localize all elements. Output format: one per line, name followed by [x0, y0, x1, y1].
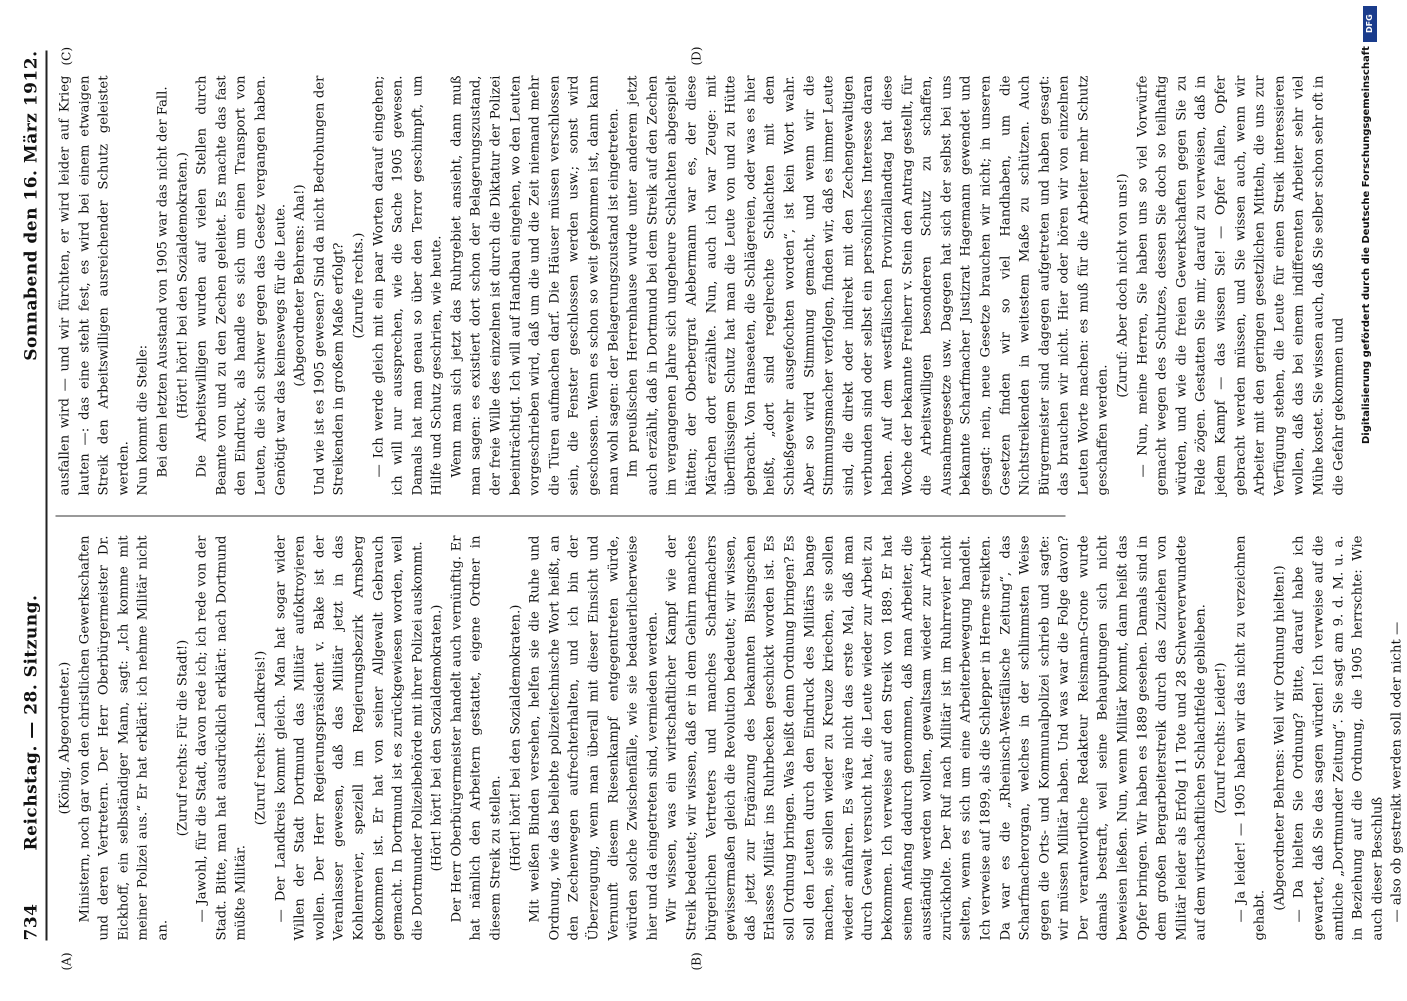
interjection: (Zurufe rechts.): [351, 232, 367, 339]
credit-text: Digitalisierung gefördert durch die Deutsche Forschungsgemeinschaft: [1361, 46, 1372, 444]
paragraph: — also ob gestreikt werden soll oder nicht —: [1389, 621, 1405, 923]
speaker-note: (König, Abgeordneter.): [57, 661, 73, 815]
interjection: (Zuruf rechts: Für die Stadt!): [175, 639, 191, 837]
dfg-logo: DFG: [1363, 6, 1377, 42]
paragraph: Wenn man sich jetzt das Ruhrgebiet ansieht, dann muß man sagen: es existiert dort schon der Belagerungszustand, der freie Wille des einzelnen ist durch die Diktatur der Polizei beeinträchtigt. Ich will auf Handbau eingehen, wo den Leuten vorgeschrieben wird, daß um die und die Zeit niemand mehr die Türen aufmachen darf. Die Häuser müssen verschlossen sein, die Fenster geschlossen werden usw.; sonst wird geschossen. Wenn es schon so weit gekommen ist, dann kann man wohl sagen: der Belagerungszustand ist eingetreten.: [449, 75, 622, 496]
paragraph: Wir wissen, was ein wirtschaftlicher Kampf wie der Streik bedeutet; wir wissen, daß er in dem Gehirn manches bürgerlichen Vertreters und manches Scharfmachers gewissermaßen gleich die Revolution bedeutet; wir wissen, daß jetzt zur Ergänzung des bekannten Bissingschen Erlasses Militär ins Ruhrbecken geschickt worden ist. Es soll Ordnung bringen. Was heißt denn Ordnung bringen? Es soll den Leuten durch den Eindruck des Militärs bange machen, sie sollen wieder zu Kreuze kriechen, sie sollen wieder anfahren. Es wäre nicht das erste Mal, daß man durch Gewalt versucht hat, die Leute wieder zur Arbeit zu bekommen. Ich verweise auf den Streik von 1889. Er hat seinen Anfang dadurch genommen, daß man Arbeiter, die ausständig werden wollten, gewaltsam wieder zur Arbeit zurückholte. Der Ruf nach Militär ist im Ruhrrevier nicht selten, wenn es sich um eine Arbeiterbewegung handelt. Ich verweise auf 1899, als die Schlepper in Herne streikten. Da war es die „Rheinisch-Westfälische Zeitung“, das Scharfmacherorgan, welches in der schlimmsten Weise gegen die Orts- und Kommunalpolizei schrieb und sagte: wir müssen Militär haben. Und was war die Folge davon? Der verantwortliche Redakteur Reismann-Grone wurde damals bestraft, weil seine Behauptungen sich nicht beweisen ließen. Nun, wenn Militär kommt, dann heißt das Opfer bringen. Wir haben es 1889 gesehen. Damals sind in dem großen Bergarbeiterstreik durch das Zuziehen von Militär leider als Erfolg 11 Tote und 28 Schwerverwundete auf dem wirtschaftlichen Schlachtfelde geblieben.: [664, 535, 1209, 941]
paragraph: Ministern, noch gar von den christlichen Gewerkschaften und deren Vertretern. Der Herr Oberbürgermeister Dr. Eickhoff, ein selbständiger Mann, sagt: „Ich komme mit meiner Polizei aus.“ Er hat erklärt: ich nehme Militär nicht an.: [77, 535, 171, 941]
interjection: (Hört! hört! bei den Sozialdemokraten.): [175, 152, 191, 419]
paragraph: Mit weißen Binden versehen, helfen sie die Ruhe und Ordnung, wie das beliebte polizeitechnische Wort heißt, an den Zechenwegen aufrechterhalten, und ich bin der Überzeugung, wenn man überall mit dieser Einsicht und Vernunft diesem Riesenkampf entgegentreten würde, würden solche Zwischenfälle, wie sie bedauerlicherweise hier und da eingetreten sind, vermieden werden.: [527, 535, 661, 941]
left-column: [56, 535, 1405, 941]
quote: Bei dem letzten Ausstand von 1905 war das nicht der Fall.: [155, 86, 171, 478]
paragraph: ausfallen wird — und wir fürchten, er wird leider auf Krieg lauten —: das eine steht fest, es wird bei einem etwaigen Streik den Arbeitswilligen ausreichender Schutz geleistet werden.: [57, 75, 132, 496]
margin-letter-c: (C): [59, 46, 74, 66]
header-date: Sonnabend den 16. März 1912.: [21, 50, 42, 361]
paragraph: — Ich werde gleich mit ein paar Worten darauf eingehen; ich will nur aussprechen, wie die Sache 1905 gewesen. Damals hat man genau so über den Terror geschimpft, um Hilfe und Schutz geschrien, wie heute.: [371, 75, 445, 496]
paragraph: Und wie ist es 1905 gewesen? Sind da nicht Bedrohungen der Streikenden in großem Maße erfolgt?: [312, 75, 347, 496]
interjection: (Hört! hört! bei den Sozialdemokraten.): [429, 604, 445, 872]
interjection: (Abgeordneter Behrens: Weil wir Ordnung hielten!): [1272, 565, 1288, 911]
column-divider: [56, 516, 1066, 517]
margin-letter-d: (D): [689, 46, 704, 66]
paragraph: — Da hielten Sie Ordnung? Bitte, darauf habe ich gewartet, daß Sie das sagen würden! Ich verweise auf die amtliche „Dortmunder Zeitung“. Sie sagt am 9. d. M. u. a. in Beziehung auf die Ordnung, die 1905 herrschte: Wie auch dieser Beschluß: [1291, 535, 1386, 941]
interjection: (Zuruf rechts: Leider!): [1213, 662, 1229, 814]
paragraph: — Jawohl, für die Stadt, davon rede ich; ich rede von der Stadt. Bitte, man hat ausdrücklich erklärt: nach Dortmund müßte Militär.: [194, 535, 249, 941]
rotated-page: [0, 1, 1405, 1001]
page-number: 734: [21, 903, 42, 941]
interjection: (Abgeordneter Behrens: Aha!): [292, 184, 308, 387]
right-column: [56, 75, 1347, 496]
paragraph: Im preußischen Herrenhause wurde unter anderem jetzt auch erzählt, daß in Dortmund bei dem Streik auf den Zechen im vergangenen Jahre sich ungeheure Schlachten abgespielt hätten; der Oberbergrat Alebermann war es, der diese Märchen dort erzählte. Nun, auch ich war Zeuge: mit überflüssigem Schutz hat man die Leute von und zu Hütte gebracht. Von Hanseaten, die Schlägereien, oder was es hier heißt, „dort sind regelrechte Schlachten mit dem Schießgewehr ausgefochten worden“, ist kein Wort wahr. Aber so wird Stimmung gemacht, und wenn wir die Stimmungsmacher verfolgen, finden wir, daß es immer Leute sind, die direkt oder indirekt mit den Zechengewaltigen verbunden sind oder selbst ein persönliches Interesse daran haben. Auf dem westfälischen Provinziallandtag hat diese Woche der bekannte Freiherr v. Stein den Antrag gestellt, für die Arbeitswilligen besonderen Schutz zu schaffen, Ausnahmegesetze usw. Dagegen hat sich der selbst bei uns bekannte Scharfmacher Justizrat Hagemann gewendet und gesagt: nein, neue Gesetze brauchen wir nicht; in unseren Gesetzen finden wir so viel Handhaben, um die Nichtstreikenden in weitestem Maße zu schützen. Auch Bürgermeister sind dagegen aufgetreten und haben gesagt: das brauchen wir nicht. Hier oder hören wir von einzelnen Leuten Worte machen: es muß für die Arbeiter mehr Schutz geschaffen werden.: [625, 75, 1111, 496]
paragraph: Nun kommt die Stelle:: [135, 344, 151, 496]
paragraph: — Ja leider! — 1905 haben wir das nicht zu verzeichnen gehabt.: [1233, 535, 1268, 941]
margin-letter-b: (B): [689, 952, 704, 971]
interjection: (Zuruf rechts: Landkreis!): [253, 650, 269, 826]
page-header: [18, 51, 48, 941]
interjection: (Hört! hört! bei den Sozialdemokraten.): [508, 604, 524, 872]
interjection: (Zuruf: Aber doch nicht von uns!): [1115, 173, 1131, 398]
paragraph: — Nun, meine Herren, Sie haben uns so viel Vorwürfe gemacht wegen des Schutzes, dessen Sie doch so teilhaftig würden, und wie die freien Gewerkschaften gegen Sie zu Felde zögen. Gestatten Sie mir, darauf zu verweisen, daß in jedem Kampf — das wissen Sie! — Opfer fallen, Opfer gebracht werden müssen, und Sie wissen auch, wenn wir Arbeiter mit den geringen gesetzlichen Mitteln, die uns zur Verfügung stehen, die Leute für einen Streik interessieren wollen, daß das bei einem indifferenten Arbeiter sehr viel Mühe kostet. Sie wissen auch, daß Sie selber schon sehr oft in die Gefahr gekommen und: [1135, 75, 1347, 496]
paragraph: — Der Landkreis kommt gleich. Man hat sogar wider Willen der Stadt Dortmund das Militär aufoktroyieren wollen. Der Herr Regierungspräsident v. Bake ist der Veranlasser gewesen, daß das Militär jetzt in das Kohlenrevier, speziell im Regierungsbezirk Arnsberg gekommen ist. Er hat von seiner Allgewalt Gebrauch gemacht. In Dortmund ist es zurückgewiesen worden, weil die Dortmunder Polizeibehörde mit ihrer Polizei auskommt.: [273, 535, 426, 941]
quote: Die Arbeitswilligen wurden auf vielen Stellen durch Beamte von und zu den Zechen geleitet. Es machte das fast den Eindruck, als handle es sich um einen Transport von Leuten, die sich schwer gegen das Gesetz vergangen haben. Genötigt war das keineswegs für die Leute.: [194, 75, 289, 496]
header-session: Reichstag. — 28. Sitzung.: [21, 594, 42, 851]
paragraph: Der Herr Oberbürgermeister handelt auch vernünftig. Er hat nämlich den Arbeitern gestattet, eigene Ordner in diesem Streik zu stellen.: [449, 535, 504, 941]
margin-letter-a: (A): [59, 952, 74, 971]
digitization-credit: [1355, 6, 1377, 986]
